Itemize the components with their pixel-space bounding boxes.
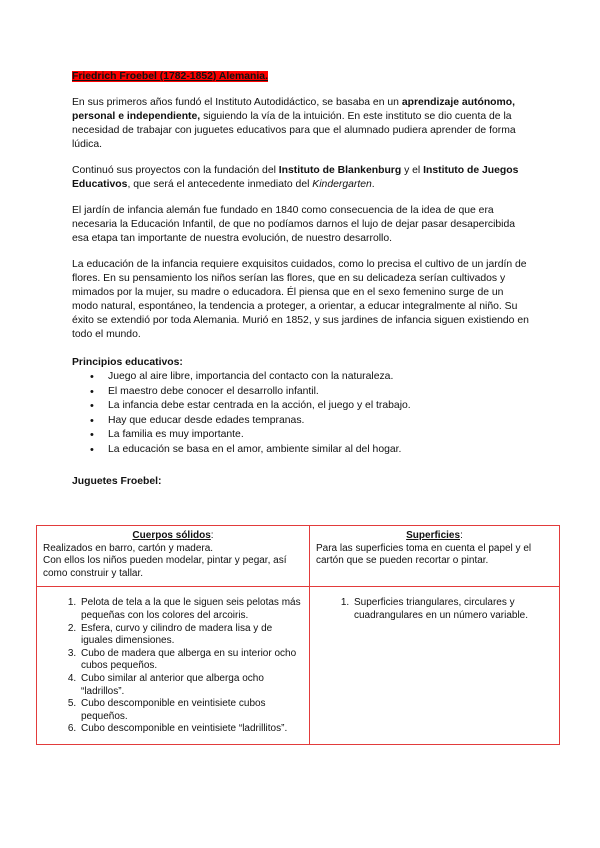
- list-item: • La educación se basa en el amor, ambiente similar al del hogar.: [108, 443, 532, 458]
- juguetes-heading: Juguetes Froebel:: [72, 475, 162, 487]
- principios-heading: Principios educativos:: [72, 357, 183, 368]
- list-item: • Hay que educar desde edades tempranas.: [108, 414, 532, 429]
- superficies-list: [316, 597, 553, 622]
- paragraph-4: La educación de la infancia requiere exquisitos cuidados, como lo precisa el cultivo de un jardín de flores. En su pensamiento los niños serían las flores, que en su delicadeza serían cultivados y mimados por la mujer, su madre o educadora. Él piensa que en el sexo femenino surge de un modo natural, espontáneo, la tendencia a proteger, a orientar, a educar integralmente al niño. Su éxito se extendió por toda Alemania. Murió en 1852, y sus jardines de infancia siguen existiendo en todo el mundo.: [72, 259, 529, 340]
- list-item: • El maestro debe conocer el desarrollo infantil.: [108, 385, 532, 400]
- superficies-desc: Para las superficies toma en cuenta el papel y el cartón que se pueden recortar o pintar.: [316, 542, 532, 567]
- list-item: 2. Esfera, curvo y cilindro de madera lisa y de iguales dimensiones.: [79, 623, 303, 648]
- paragraph-1: En sus primeros años fundó el Instituto Autodidáctico, se basaba en un aprendizaje autónomo, personal e independiente, siguiendo la vía de la intuición. En este instituto se dio cuenta de la necesidad de trabajar con juguetes educativos para que el alumnado pudiera aprender de forma lúdica.: [72, 97, 516, 150]
- list-item: 6. Cubo descomponible en veintisiete “ladrillitos”.: [79, 723, 303, 736]
- list-item: 3. Cubo de madera que alberga en su interior ocho cubos pequeños.: [79, 648, 303, 673]
- list-item: • Juego al aire libre, importancia del contacto con la naturaleza.: [108, 370, 532, 385]
- cuerpos-desc: Realizados en barro, cartón y madera. Con ellos los niños pueden modelar, pintar y pegar, así como construir y tallar.: [43, 542, 287, 579]
- superficies-title: Superficies: [406, 530, 461, 541]
- superficies-list-cell: [310, 587, 560, 745]
- superficies-header-cell: Superficies: Para las superficies toma en cuenta el papel y el cartón que se pueden recortar o pintar.: [310, 526, 560, 587]
- cuerpos-title: Cuerpos sólidos: [132, 530, 211, 541]
- cuerpos-list: [43, 597, 303, 736]
- document-body: [72, 70, 532, 489]
- list-item: 5. Cubo descomponible en veintisiete cubos pequeños.: [79, 698, 303, 723]
- list-item: 4. Cubo similar al anterior que alberga ocho “ladrillos”.: [79, 673, 303, 698]
- document-title: Friedrich Froebel (1782-1852) Alemania.: [72, 71, 268, 82]
- paragraph-3: El jardín de infancia alemán fue fundado en 1840 como consecuencia de la idea de que era necesaria la Educación Infantil, de que no podíamos darnos el lujo de dejar pasar desapercibida esa etapa tan importante de nuestra evolución, de nuestro desarrollo.: [72, 205, 516, 244]
- list-item: 1. Superficies triangulares, circulares y cuadrangulares en un número variable.: [352, 597, 553, 622]
- juguetes-table: [36, 525, 560, 745]
- list-item: • La familia es muy importante.: [108, 428, 532, 443]
- paragraph-2: Continuó sus proyectos con la fundación del Instituto de Blankenburg y el Instituto de Juegos Educativos, que será el antecedente inmediato del Kindergarten.: [72, 165, 519, 190]
- principios-list: [72, 370, 532, 458]
- list-item: • La infancia debe estar centrada en la acción, el juego y el trabajo.: [108, 399, 532, 414]
- cuerpos-header-cell: Cuerpos sólidos: Realizados en barro, cartón y madera. Con ellos los niños pueden modelar, pintar y pegar, así como construir y tallar.: [37, 526, 310, 587]
- cuerpos-list-cell: [37, 587, 310, 745]
- list-item: 1. Pelota de tela a la que le siguen seis pelotas más pequeñas con los colores del arcoiris.: [79, 597, 303, 622]
